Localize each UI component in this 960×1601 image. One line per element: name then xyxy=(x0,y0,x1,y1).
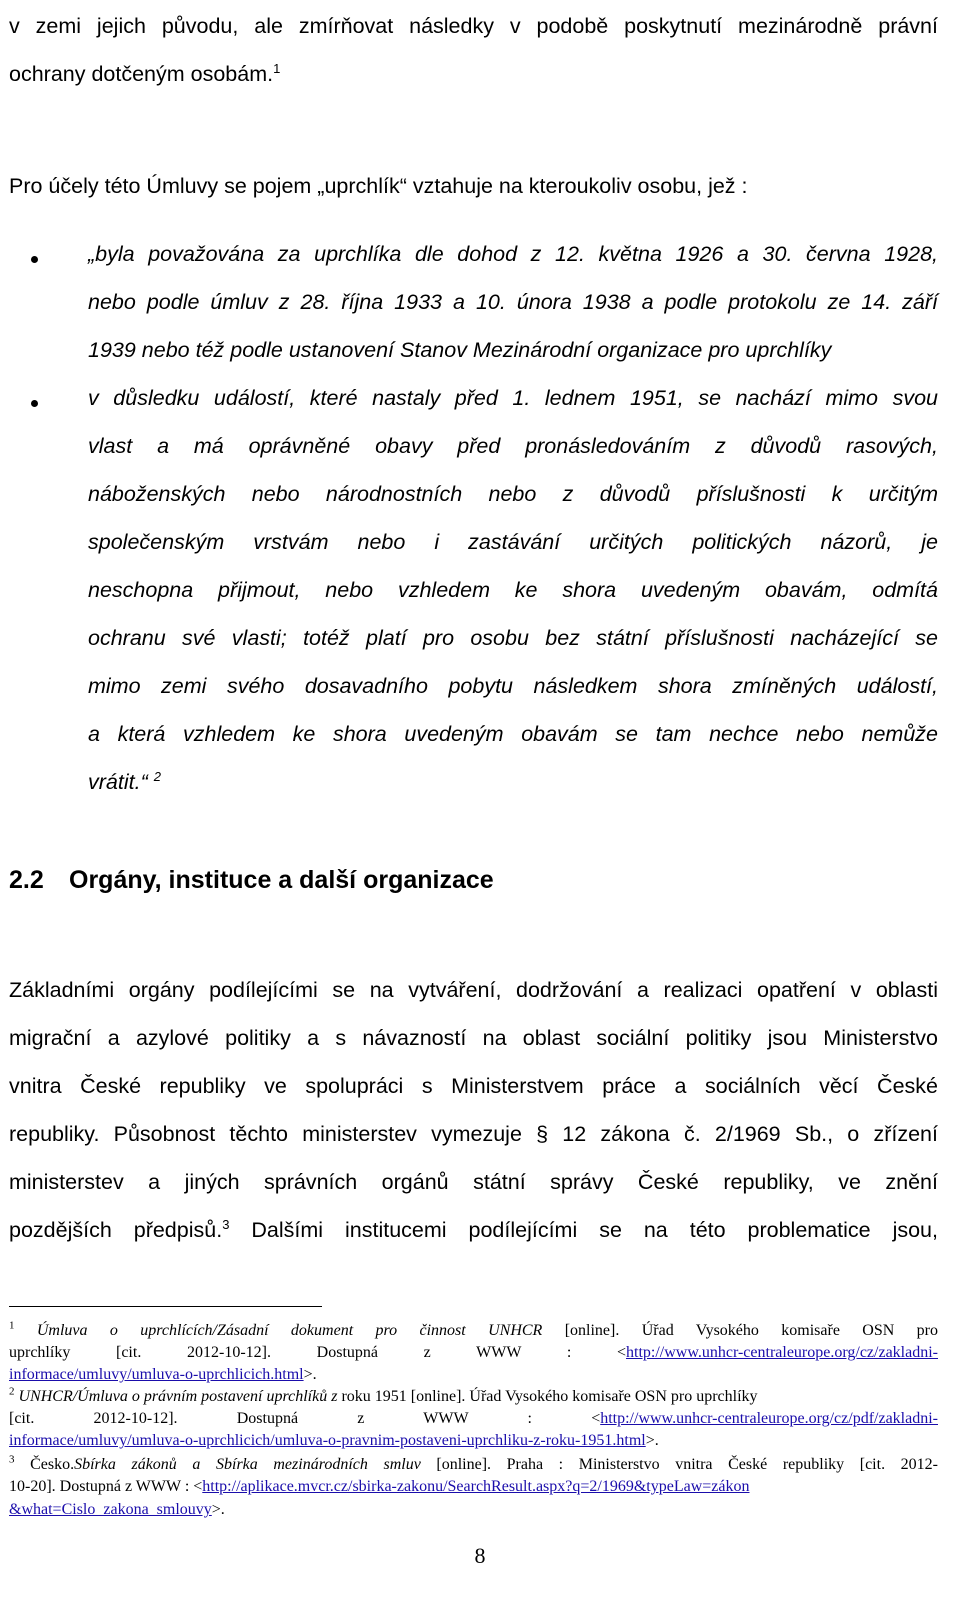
text: >. xyxy=(211,1501,225,1518)
footnote-ref[interactable]: 3 xyxy=(222,1216,230,1232)
text: vlast a má oprávněné obavy před pronásledováním z důvodů rasových, xyxy=(88,434,938,458)
section-number: 2.2 xyxy=(9,866,44,894)
text: vrátit.“ xyxy=(88,770,148,794)
bullet-line xyxy=(88,722,938,747)
footnote-line xyxy=(9,1320,938,1342)
bullet-line xyxy=(88,530,938,555)
footnote-title: Úmluva o uprchlících/Zásadní dokument pro činnost UNHCR xyxy=(36,1322,543,1339)
text: mimo zemi svého dosavadního pobytu následkem shora zmíněných událostí, xyxy=(88,674,938,698)
text: „byla považována za uprchlíka dle dohod z 12. května 1926 a 30. června 1928, xyxy=(88,242,938,266)
paragraph-line xyxy=(9,174,938,199)
paragraph-line xyxy=(9,1074,938,1099)
section-title: Orgány, instituce a další organizace xyxy=(69,866,494,894)
text: neschopna přijmout, nebo vzhledem ke shora uvedeným obavám, odmítá xyxy=(88,578,938,602)
footnote-line xyxy=(9,1386,938,1408)
text: roku 1951 [online]. Úřad Vysokého komisaře OSN pro uprchlíky xyxy=(337,1388,758,1405)
footnote-title: UNHCR/Úmluva o právním postavení uprchlíků z xyxy=(18,1388,338,1405)
bullet-line xyxy=(88,434,938,459)
footnote-line xyxy=(9,1408,938,1430)
bullet-icon xyxy=(31,400,38,407)
footnote-line xyxy=(9,1476,938,1498)
footnote-link[interactable]: http://aplikace.mvcr.cz/sbirka-zakonu/SearchResult.aspx?q=2/1969&typeLaw=zákon xyxy=(202,1478,750,1495)
footnote-number: 1 xyxy=(9,1319,15,1332)
footnote-link[interactable]: informace/umluvy/umluva-o-uprchlicich/umluva-o-pravnim-postaveni-uprchliku-z-roku-1951.html xyxy=(9,1432,646,1449)
text: [cit. 2012-10-12]. Dostupná z WWW : < xyxy=(9,1410,601,1427)
paragraph-line xyxy=(9,978,938,1003)
text: ministerstev a jiných správních orgánů státní správy České republiky, ve znění xyxy=(9,1170,938,1194)
footnote-number: 3 xyxy=(9,1453,15,1466)
footnote-ref[interactable]: 2 xyxy=(153,768,161,784)
text: 1939 nebo též podle ustanovení Stanov Mezinárodní organizace pro uprchlíky xyxy=(88,338,832,362)
text: [online]. Praha : Ministerstvo vnitra České republiky [cit. 2012- xyxy=(420,1456,938,1473)
footnote-link[interactable]: &what=Cislo_zakona_smlouvy xyxy=(9,1501,212,1518)
text: Dalšími institucemi podílejícími se na této problematice jsou, xyxy=(229,1218,938,1242)
footnote-link[interactable]: informace/umluvy/umluva-o-uprchlicich.html xyxy=(9,1366,304,1383)
text: nebo podle úmluv z 28. října 1933 a 10. února 1938 a podle protokolu ze 14. září xyxy=(88,290,938,314)
bullet-line xyxy=(88,578,938,603)
text: vnitra České republiky ve spolupráci s Ministerstvem práce a sociálních věcí České xyxy=(9,1074,938,1098)
text: v zemi jejich původu, ale zmírňovat následky v podobě poskytnutí mezinárodně právní xyxy=(9,14,938,38)
footnote-separator xyxy=(9,1306,322,1307)
bullet-line xyxy=(88,290,938,315)
section-heading xyxy=(9,866,494,895)
text: 10-20]. Dostupná z WWW : < xyxy=(9,1478,203,1495)
text: v důsledku událostí, které nastaly před 1. lednem 1951, se nachází mimo svou xyxy=(88,386,938,410)
text: náboženských nebo národnostních nebo z důvodů příslušnosti k určitým xyxy=(88,482,938,506)
bullet-line xyxy=(88,770,938,795)
footnote-title: Sbírka zákonů a Sbírka mezinárodních smluv xyxy=(74,1456,421,1473)
text: >. xyxy=(645,1432,659,1449)
footnote-line xyxy=(9,1499,938,1521)
text: společenským vrstvám nebo i zastávání určitých politických názorů, je xyxy=(88,530,938,554)
footnote-line xyxy=(9,1342,938,1364)
text: Česko. xyxy=(30,1456,75,1473)
footnote-line xyxy=(9,1364,938,1386)
bullet-line xyxy=(88,482,938,507)
bullet-line xyxy=(88,626,938,651)
footnote-link[interactable]: http://www.unhcr-centraleurope.org/cz/pdf/zakladni- xyxy=(600,1410,938,1427)
paragraph-line xyxy=(9,62,938,87)
footnote-link[interactable]: http://www.unhcr-centraleurope.org/cz/zakladni- xyxy=(626,1344,938,1361)
paragraph-line xyxy=(9,1170,938,1195)
paragraph-line xyxy=(9,14,938,39)
text: Pro účely této Úmluvy se pojem „uprchlík“ vztahuje na kteroukoliv osobu, jež : xyxy=(9,174,748,198)
paragraph-line xyxy=(9,1026,938,1051)
paragraph-line xyxy=(9,1218,938,1243)
footnote-number: 2 xyxy=(9,1385,15,1398)
bullet-line xyxy=(88,674,938,699)
text: ochranu své vlasti; totéž platí pro osobu bez státní příslušnosti nacházející se xyxy=(88,626,938,650)
text: uprchlíky [cit. 2012-10-12]. Dostupná z WWW : < xyxy=(9,1344,626,1361)
bullet-line xyxy=(88,338,938,363)
text: [online]. Úřad Vysokého komisaře OSN pro xyxy=(542,1322,939,1339)
text: migrační a azylové politiky a s návazností na oblast sociální politiky jsou Ministerstvo xyxy=(9,1026,938,1050)
footnote-ref[interactable]: 1 xyxy=(273,60,281,76)
bullet-icon xyxy=(31,256,38,263)
bullet-line xyxy=(88,386,938,411)
text: a která vzhledem ke shora uvedeným obavám se tam nechce nebo nemůže xyxy=(88,722,938,746)
text: >. xyxy=(303,1366,317,1383)
footnote-line xyxy=(9,1430,938,1452)
footnote-line xyxy=(9,1454,938,1476)
text: republiky. Působnost těchto ministerstev vymezuje § 12 zákona č. 2/1969 Sb., o zřízení xyxy=(9,1122,938,1146)
page-number: 8 xyxy=(474,1543,486,1568)
text: Základními orgány podílejícími se na vytváření, dodržování a realizaci opatření v oblasti xyxy=(9,978,938,1002)
paragraph-line xyxy=(9,1122,938,1147)
text: ochrany dotčeným osobám. xyxy=(9,62,274,86)
text: pozdějších předpisů. xyxy=(9,1218,223,1242)
bullet-line xyxy=(88,242,938,267)
